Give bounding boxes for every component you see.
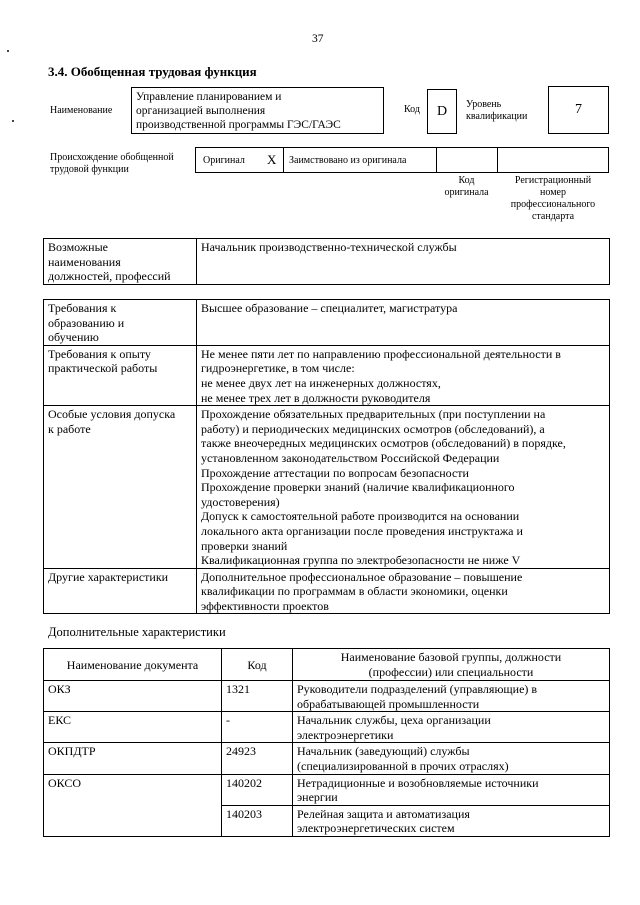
table-row	[44, 712, 610, 743]
table-row	[44, 774, 610, 805]
requirement-label-cell	[44, 406, 197, 569]
requirement-value-cell	[197, 568, 610, 614]
requirement-value-line: проверки знаний	[201, 538, 288, 553]
table-row	[44, 743, 610, 774]
requirement-value-line: Дополнительное профессиональное образование – повышение	[201, 569, 523, 584]
doc-cell: ОКСО	[44, 774, 222, 805]
requirement-value-line: гидроэнергетике, в том числе:	[201, 361, 355, 376]
name-line: электроэнергетики	[297, 727, 394, 742]
table-row	[44, 300, 610, 346]
name-line: Нетрадиционные и возобновляемые источники	[297, 775, 539, 790]
origin-label-line: Происхождение обобщенной	[50, 152, 174, 163]
requirement-value-line: эффективности проектов	[201, 598, 329, 613]
positions-label-line: Возможные	[48, 240, 108, 254]
level-value: 7	[575, 102, 582, 117]
header-doc: Наименование документа	[44, 649, 222, 681]
requirement-value-line: локального акта организации после проведения инструктажа и	[201, 523, 523, 538]
requirement-value-line: квалификации по программам в области экономики, оценки	[201, 584, 508, 599]
code-cell: 140202	[222, 774, 293, 805]
naming-value-line: организацией выполнения	[136, 105, 266, 117]
requirement-value-line: Не менее пяти лет по направлению профессиональной деятельности в	[201, 346, 561, 361]
naming-label: Наименование	[50, 105, 113, 116]
additional-title: Дополнительные характеристики	[48, 625, 226, 639]
level-label-line: квалификации	[466, 111, 528, 122]
code-cell: 140203	[222, 805, 293, 836]
origin-label	[50, 152, 174, 176]
name-line: обрабатывающей промышленности	[297, 696, 480, 711]
original-label: Оригинал	[203, 155, 245, 166]
requirement-value-line: Квалификационная группа по электробезопасности не ниже V	[201, 553, 521, 568]
level-label	[466, 99, 527, 123]
table-header-row	[44, 649, 610, 681]
name-cell	[293, 681, 610, 712]
requirement-label-line: Требования к	[48, 301, 117, 315]
origin-divider	[283, 147, 284, 173]
requirement-label-line: практической работы	[48, 361, 158, 376]
requirement-value-line: не менее двух лет на инженерных должностях,	[201, 375, 441, 390]
requirement-label-line: образованию и	[48, 315, 125, 330]
origin-label-line: трудовой функции	[50, 164, 129, 175]
requirement-value-line: Прохождение обязательных предварительных (при поступлении на	[201, 407, 546, 422]
requirement-label-line: Требования к опыту	[48, 346, 151, 361]
table-row	[44, 406, 610, 569]
reg-caption-line: номер	[540, 187, 566, 198]
requirement-value-line: Прохождение аттестации по вопросам безопасности	[201, 465, 469, 480]
original-mark: X	[267, 152, 277, 167]
additional-table	[43, 648, 610, 837]
section-title: 3.4. Обобщенная трудовая функция	[48, 64, 257, 79]
code-cell: 1321	[222, 681, 293, 712]
requirement-label-cell	[44, 300, 197, 346]
requirement-label-line: к работе	[48, 421, 91, 436]
name-line: Начальник службы, цеха организации	[297, 713, 491, 728]
requirement-value-line: Высшее образование – специалитет, магистратура	[201, 301, 458, 315]
positions-table	[43, 238, 610, 285]
doc-cell	[44, 805, 222, 836]
naming-value-box	[131, 87, 384, 134]
name-line: электроэнергетических систем	[297, 821, 455, 836]
code-cell: 24923	[222, 743, 293, 774]
doc-cell: ОКЗ	[44, 681, 222, 712]
name-line: Руководители подразделений (управляющие) в	[297, 682, 538, 696]
page-number: 37	[312, 33, 324, 45]
table-row	[44, 681, 610, 712]
naming-value-line: производственной программы ГЭС/ГАЭС	[136, 119, 341, 131]
code-caption-line: оригинала	[444, 187, 489, 198]
requirement-label-cell	[44, 345, 197, 405]
positions-label-cell	[44, 239, 197, 285]
requirements-table	[43, 299, 610, 614]
header-name-line: (профессии) или специальности	[368, 664, 534, 679]
name-cell	[293, 805, 610, 836]
requirement-value-cell	[197, 345, 610, 405]
name-line: Начальник (заведующий) службы	[297, 744, 470, 759]
requirement-value-line: также внеочередных медицинских осмотров (обследований) в порядке,	[201, 436, 566, 451]
reg-caption-line: профессионального	[510, 199, 596, 210]
scan-mark	[7, 50, 9, 52]
header-name-line: Наименование базовой группы, должности	[340, 650, 562, 664]
level-value-box	[548, 86, 609, 134]
code-value-box	[427, 89, 457, 134]
requirement-value-cell	[197, 300, 610, 346]
requirement-label-line: обучению	[48, 330, 99, 345]
requirement-value-line: работу) и периодических медицинских осмотров (обследований), а	[201, 421, 545, 436]
requirement-value-line: не менее трех лет в должности руководителя	[201, 390, 431, 405]
requirement-label-line: Другие характеристики	[48, 569, 169, 584]
name-cell	[293, 774, 610, 805]
name-line: (специализированной в прочих отраслях)	[297, 758, 509, 773]
positions-label-line: наименования	[48, 254, 121, 269]
code-caption	[436, 175, 497, 199]
table-row	[44, 568, 610, 614]
requirement-value-line: Допуск к самостоятельной работе производится на основании	[201, 509, 520, 524]
reg-caption	[497, 175, 609, 223]
requirement-value-line: Прохождение проверки знаний (наличие квалификационного	[201, 480, 515, 495]
doc-cell: ЕКС	[44, 712, 222, 743]
naming-value-line: Управление планированием и	[136, 91, 282, 103]
requirement-label-line: Особые условия допуска	[48, 407, 176, 422]
name-line: энергии	[297, 790, 338, 805]
borrowed-label: Заимствовано из оригинала	[289, 155, 407, 166]
requirement-value-line: установленном законодательством Российской Федерации	[201, 450, 500, 465]
header-code: Код	[222, 649, 293, 681]
code-value: D	[436, 104, 448, 119]
level-label-line: Уровень	[466, 99, 502, 110]
reg-caption-line: стандарта	[531, 211, 575, 222]
header-name	[293, 649, 610, 681]
name-cell	[293, 743, 610, 774]
origin-divider	[497, 147, 498, 173]
code-label: Код	[404, 104, 420, 115]
requirement-label-cell	[44, 568, 197, 614]
positions-value-cell: Начальник производственно-технической службы	[197, 239, 610, 285]
code-caption-line: Код	[458, 175, 475, 186]
table-row	[44, 805, 610, 836]
requirement-value-cell	[197, 406, 610, 569]
reg-caption-line: Регистрационный	[514, 175, 592, 186]
origin-divider	[436, 147, 437, 173]
name-cell	[293, 712, 610, 743]
positions-label-line: должностей, профессий	[48, 269, 171, 284]
name-line: Релейная защита и автоматизация	[297, 806, 470, 821]
requirement-value-line: удостоверения)	[201, 494, 280, 509]
code-cell: -	[222, 712, 293, 743]
doc-cell: ОКПДТР	[44, 743, 222, 774]
table-row	[44, 239, 610, 285]
table-row	[44, 345, 610, 405]
scan-mark	[12, 120, 14, 122]
